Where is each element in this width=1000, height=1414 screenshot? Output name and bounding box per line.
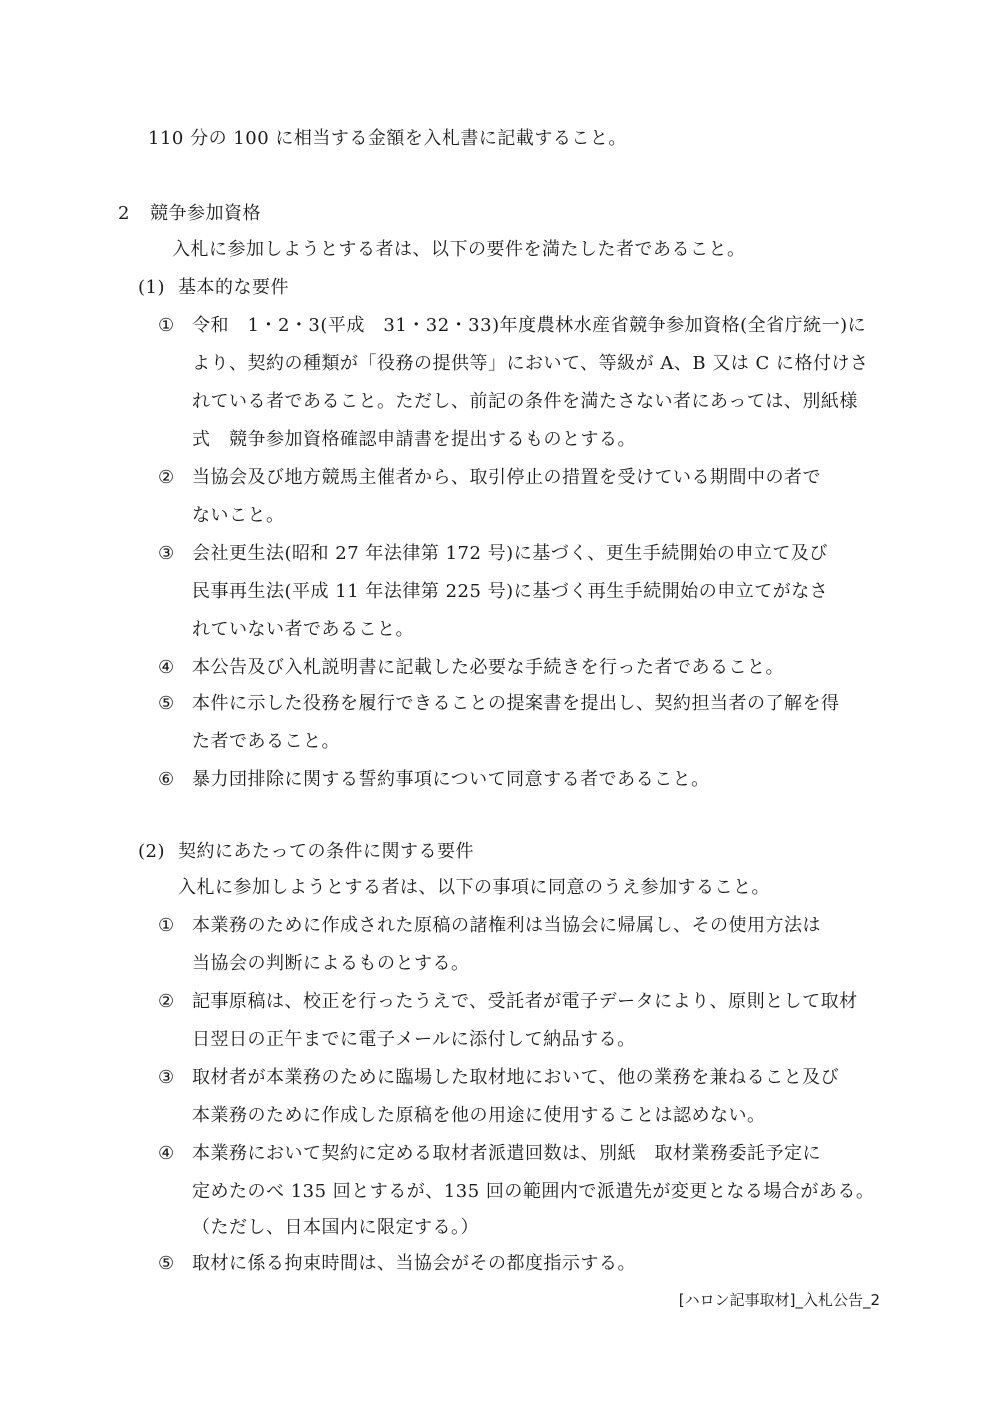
item-line: 取材に係る拘束時間は、当協会がその都度指示する。 [192, 1253, 636, 1274]
section2-heading-number: 2 [118, 203, 130, 224]
item-marker: ③ [158, 543, 175, 564]
item-marker: ⑤ [158, 1253, 175, 1274]
section2-heading [118, 202, 261, 226]
item-line: 暴力団排除に関する誓約事項について同意する者であること。 [192, 769, 710, 790]
section2-lead: 入札に参加しようとする者は、以下の要件を満たした者であること。 [172, 239, 746, 260]
item-line: 本業務において契約に定める取材者派遣回数は、別紙 取材業務委託予定に [192, 1143, 821, 1164]
item-marker: ⑥ [158, 769, 175, 790]
item-marker: ④ [158, 657, 175, 678]
item-line: 式 競争参加資格確認申請書を提出するものとする。 [192, 429, 636, 450]
item-line: より、契約の種類が「役務の提供等」において、等級が A、B 又は C に格付けさ [192, 353, 869, 374]
intro-tail-text: 110 分の 100 に相当する金額を入札書に記載すること。 [148, 128, 627, 149]
item-line: 本公告及び入札説明書に記載した必要な手続きを行った者であること。 [192, 657, 784, 678]
part1-heading [138, 276, 289, 300]
item-marker: ① [158, 315, 175, 336]
item-line: 会社更生法(昭和 27 年法律第 172 号)に基づく、更生手続開始の申立て及び [192, 543, 828, 564]
item-line: れていない者であること。 [192, 619, 414, 640]
part2-title: 契約にあたっての条件に関する要件 [178, 841, 474, 862]
item-line: （ただし、日本国内に限定する。） [192, 1217, 479, 1238]
part1-title: 基本的な要件 [178, 277, 289, 298]
item-line: 令和 1・2・3(平成 31・32・33)年度農林水産省競争参加資格(全省庁統一)に [192, 315, 867, 336]
part2-heading [138, 840, 474, 864]
item-line: た者であること。 [192, 731, 340, 752]
item-marker: ④ [158, 1143, 175, 1164]
item-line: 当協会及び地方競馬主催者から、取引停止の措置を受けている期間中の者で [192, 467, 821, 488]
item-line: 定めたのべ 135 回とするが、135 回の範囲内で派遣先が変更となる場合がある。 [192, 1181, 875, 1202]
item-marker: ⑤ [158, 693, 175, 714]
item-line: 記事原稿は、校正を行ったうえで、受託者が電子データにより、原則として取材 [192, 991, 858, 1012]
part2-lead: 入札に参加しようとする者は、以下の事項に同意のうえ参加すること。 [178, 877, 770, 898]
item-line: 民事再生法(平成 11 年法律第 225 号)に基づく再生手続開始の申立てがなさ [192, 581, 829, 602]
part1-label: (1) [138, 277, 165, 298]
item-marker: ① [158, 915, 175, 936]
section2-heading-title: 競争参加資格 [150, 203, 261, 224]
item-line: 本業務のために作成された原稿の諸権利は当協会に帰属し、その使用方法は [192, 915, 821, 936]
item-line: 日翌日の正午までに電子メールに添付して納品する。 [192, 1029, 636, 1050]
part2-label: (2) [138, 841, 165, 862]
item-line: ないこと。 [192, 505, 285, 526]
item-line: 本業務のために作成した原稿を他の用途に使用することは認めない。 [192, 1105, 766, 1126]
item-line: 本件に示した役務を履行できることの提案書を提出し、契約担当者の了解を得 [192, 693, 840, 714]
page-footer: [ハロン記事取材]_入札公告_2 [678, 1291, 880, 1309]
item-line: 当協会の判断によるものとする。 [192, 953, 470, 974]
item-marker: ③ [158, 1067, 175, 1088]
item-line: れている者であること。ただし、前記の条件を満たさない者にあっては、別紙様 [192, 391, 858, 412]
item-marker: ② [158, 991, 175, 1012]
item-marker: ② [158, 467, 175, 488]
item-line: 取材者が本業務のために臨場した取材地において、他の業務を兼ねること及び [192, 1067, 840, 1088]
